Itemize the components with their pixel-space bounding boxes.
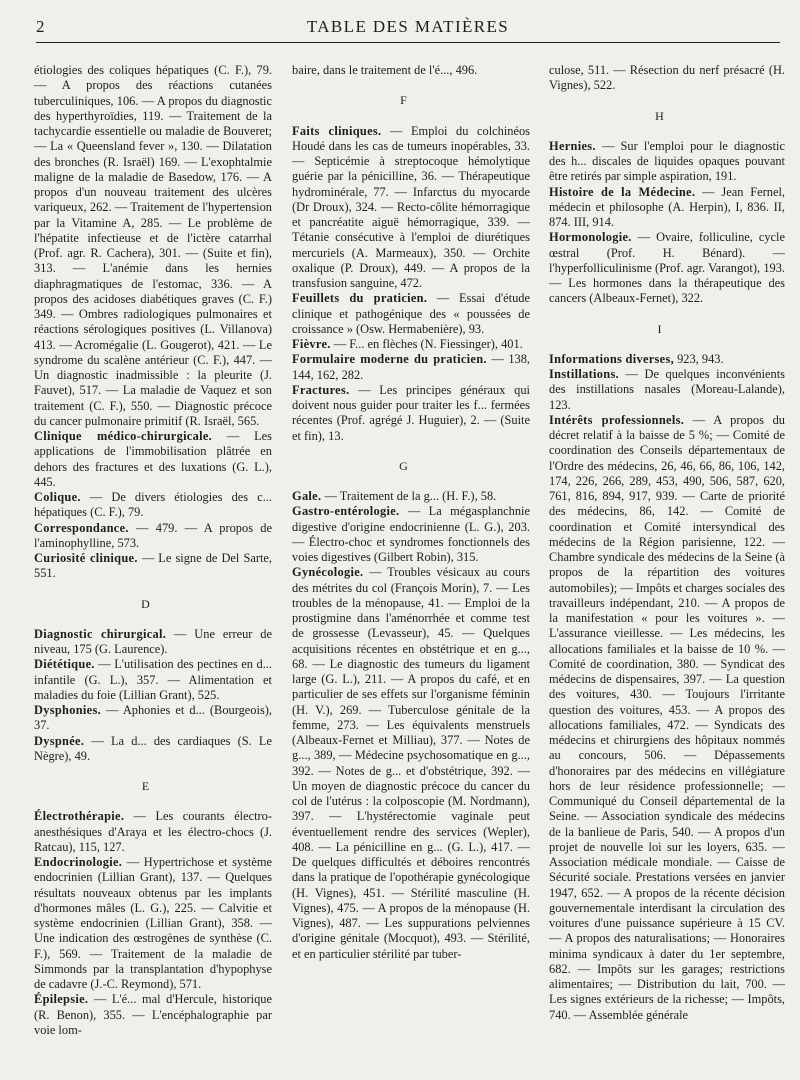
entry-text: — Jean Fernel, médecin et philosophe (A. Herpin), I, 836. II, 874. III, 914.: [549, 184, 785, 229]
index-entry: [20, 490, 272, 521]
entry-heading: Diététique.: [34, 657, 95, 672]
entry-heading: Formulaire moderne du praticien.: [292, 352, 487, 367]
entry-text: — Une erreur de niveau, 175 (G. Laurence).: [34, 626, 272, 656]
index-entry: [278, 565, 530, 962]
continued-entry-text: baire, dans le traitement de l'é..., 496.: [292, 63, 478, 77]
entry-heading: Intérêts professionnels.: [549, 412, 685, 427]
page-header: [36, 14, 780, 40]
entry-text: — Hypertrichose et système endocrinien (Lillian Grant), 137. — Quelques résultats nouveaux obtenus par les implants d'hormones mâles (L. G.), 225. — Calvitie et système endocrinien (Lillian Grant), 358. — Une indication des œstrogènes de synthèse (C. F.), 569. — Traitement de la maladie de Simmonds par la transplantation d'hypophyse de cadavre (J.-C. Reymond), 571.: [34, 855, 272, 991]
index-entry: [20, 627, 272, 658]
index-entry: [278, 124, 530, 292]
entry-heading: Gastro-entérologie.: [292, 504, 400, 519]
page-number: 2: [36, 17, 45, 36]
entry-text: — 479. — A propos de l'aminophylline, 573.: [34, 520, 272, 550]
entry-text: — L'é... mal d'Hercule, historique (R. Benon), 355. — L'encéphalographie par voie lom-: [34, 992, 272, 1037]
entry-heading: Fièvre.: [292, 337, 331, 351]
section-letter-e: E: [141, 779, 151, 793]
entry-text: — A propos du décret relatif à la baisse de 5 %; — Comité de coordination des Conseils départementaux de l'Ordre des médecins, 26, 46, 66, 86, 106, 142, 174, 226, 266, 289, 453, 490, 506, 587, 620, 761, 816, 894, 917, 939. — Carte de priorité des médecins, 86, 142. — Comité de coordination et Comité intersyndical des médecins de la Région parisienne, 122. — Chambre syndicale des médecins de la Seine (à propos de la répartition des voitures automobiles); — Impôts et charges sociales des travailleurs indépendant, 210. — A propos de la manifestation « pour les voitures ». — L'assurance vieillesse. — Les médecins, les allocations familiales et la baisse de 10 %. — Comité de coordination, 380. — Syndicat des médecins de dispensaires, 397. — La question des voitures, 430. — Toujours l'irritante question des voitures, 453. — A propos des allocations familiales, 472. — Syndicats des médecins et chirurgiens des hôpitaux nommés au concours, 506. — Dépassements d'honoraires par des médecins en villégiature hors de leur résidence professionnelle; — Communiqué du Conseil départemental de la Seine. — Association syndicale des médecins de la banlieue de Paris, 540. — A propos d'un projet de nouvelle loi sur les loyers, 635. — Association médicale mondiale. — Caisse de Sécurité sociale. Prestations versées en janvier 1947, 652. — A propos de la récente décision gouvernementale interdisant la circulation des voitures d'une puissance supérieure à 15 CV. — A propos des naturalisations; — Honoraires minima syndicaux à dater du 1er septembre, 682. — Impôts sur les garages; restrictions alimentaires; — Distribution du lait, 700. — Les signes extérieurs de la richesse; — Impôts, 740. — Assemblée générale: [549, 412, 785, 1022]
index-entry: [20, 551, 272, 582]
index-entry: [20, 809, 272, 855]
index-entry: [278, 337, 530, 352]
index-entry: [535, 352, 785, 367]
entry-heading: Gale.: [292, 489, 322, 503]
entry-heading: Curiosité clinique.: [34, 551, 138, 565]
index-entry: [20, 521, 272, 552]
entry-heading: Histoire de la Médecine.: [549, 184, 696, 199]
entry-heading: Épilepsie.: [34, 992, 89, 1007]
entry-heading: Gynécologie.: [292, 565, 364, 580]
entry-heading: Hormonologie.: [549, 230, 632, 245]
index-entry: [535, 413, 785, 1023]
section-letter-i: I: [657, 321, 663, 336]
index-entry: [20, 429, 272, 490]
entry-text: — Les courants électro-anesthésiques d'Araya et les électro-chocs (J. Ratcau), 115, 127.: [34, 809, 272, 854]
index-entry: [20, 703, 272, 734]
entry-heading: Diagnostic chirurgical.: [34, 626, 167, 641]
index-entry: [535, 230, 785, 306]
section-letter-d: D: [141, 596, 151, 611]
entry-text: — L'utilisation des pectines en d... infantile (G. L.), 357. — Alimentation et maladies du foie (Lillian Grant), 525.: [34, 657, 272, 702]
section-letter-f: F: [400, 93, 408, 108]
entry-heading: Hernies.: [549, 138, 596, 153]
entry-heading: Dyspnée.: [34, 733, 85, 748]
entry-heading: Informations diverses,: [549, 351, 674, 366]
entry-heading: Dysphonies.: [34, 703, 101, 717]
index-entry: [535, 185, 785, 231]
index-entry: [20, 992, 272, 1038]
entry-heading: Faits cliniques.: [292, 123, 382, 138]
entry-text: — Troubles vésicaux au cours des métrites du col (François Morin), 7. — Les troubles de la ménopause, 41. — Emploi de la prostigmine dans l'aménorrhée et comme test de grossesse (Levasseur), 45. — Quelques acquisitions récentes en obstétrique et en g..., 68. — Le diagnostic des tumeurs du ligament large (G. L.), 211. — A propos du café, et en particulier de ses effets sur l'organisme féminin (H. V.), 269. — Tuberculose génitale de la femme, 273. — Les équivalents menstruels (Albeaux-Fernet et Milliau), 377. — Notes de g..., 389, — Médecine psychosomatique en g..., 392. — Notes de g... et d'obstétrique, 392. — Un moyen de diagnostic précoce du cancer du col de l'utérus : la colposcopie (M. Nordmann), 397. — L'hystérectomie vaginale peut éventuellement rendre des services (Wepler), 408. — La pénicilline en g... (G. L.), 417. — De quelques difficultés et déboires rencontrés dans la pratique de l'opothérapie gynécologique (H. Vignes), 451. — Stérilité masculine (H. Vignes), 475. — A propos de la ménopause (H. Vignes), 487. — Les suppurations pelviennes d'origine génitale (Mocquot), 493. — Stérilité, et en particulier stérilité par tuber-: [292, 565, 530, 961]
entry-text: — De divers étiologies des c... hépatiques (C. F.), 79.: [34, 490, 272, 520]
entry-heading: Feuillets du praticien.: [292, 291, 428, 306]
entry-text: — Sur l'emploi pour le diagnostic des h... discales de liquides opaques pouvant être retirés par simple aspiration, 191.: [549, 138, 785, 184]
index-entry: [535, 367, 785, 413]
entry-text: — La mégasplanchnie digestive d'origine endocrinienne (L. G.), 203. — Électro-choc et syndromes fonctionnels des voies digestives (Gilbert Robin), 315.: [292, 504, 530, 564]
entry-text: — Aphonies et d... (Bourgeois), 37.: [34, 703, 272, 733]
column-1: [20, 63, 272, 1073]
index-entry: [278, 383, 530, 444]
entry-heading: Instillations.: [549, 367, 619, 381]
entry-heading: Correspondance.: [34, 520, 129, 535]
index-entry: [278, 489, 530, 504]
entry-heading: Colique.: [34, 490, 81, 504]
entry-heading: Clinique médico-chirurgicale.: [34, 429, 213, 443]
column-3: [535, 63, 785, 1073]
entry-text: — Le signe de Del Sarte, 551.: [34, 551, 272, 581]
section-letter-g: G: [399, 458, 409, 473]
entry-text: — La d... des cardiaques (S. Le Nègre), 49.: [34, 733, 272, 763]
entry-text: — De quelques inconvénients des instillations nasales (Moreau-Lalande), 123.: [549, 367, 785, 412]
continued-entry-text: culose, 511. — Résection du nerf présacré (H. Vignes), 522.: [549, 63, 785, 93]
entry-heading: Endocrinologie.: [34, 855, 123, 869]
index-entry: [278, 291, 530, 337]
entry-text: — Traitement de la g... (H. F.), 58.: [321, 489, 497, 503]
section-letter-h: H: [655, 108, 665, 123]
index-entry: [20, 734, 272, 765]
index-entry: [278, 504, 530, 565]
column-2: [278, 63, 530, 1073]
index-entry: [20, 855, 272, 992]
entry-text: — Emploi du colchinéos Houdé dans les cas de tumeurs inopérables, 33. — Septicémie à streptocoque hémolytique guérie par la pénicilline, 36. — Thérapeutique hydrominérale, 77. — Infarctus du myocarde (Dr Droux), 324. — Recto-côlite hémorragique et pancréatite aiguë hémorragique, 339. — Tétanie consécutive à l'emploi de diurétiques mercuriels (A. Marmeaux), 350. — Orchite oxalique (P. Droux), 449. — A propos de la transfusion sanguine, 472.: [292, 123, 530, 290]
entry-text: — Ovaire, folliculine, cycle œstral (Prof. H. Bénard). — l'hyperfolliculinisme (Prof. agr. Varangot), 193. — Les hormones dans la thérapeutique des cancers (Albeaux-Fernet), 322.: [549, 230, 785, 306]
entry-text: — Les applications de l'immobilisation plâtrée en dehors des fractures et des luxations (G. L.), 445.: [34, 429, 272, 489]
index-entry: [278, 352, 530, 383]
continued-entry-text: étiologies des coliques hépatiques (C. F.), 79. — A propos des réactions cutanées tuberculiniques, 106. — A propos du diagnostic des hyperthyroïdies, 119. — Traitement de la tachycardie essentielle ou maladie de Bouveret; — La « Queensland fever », 130. — Dilatation des bronches (R. Israël) 169. — L'exophtalmie maligne de la maladie de Basedow, 176. — A propos d'un nouveau traitement des ulcères variqueux, 262. — Traitement de l'hypertension par la Vitamine A, 285. — Le problème de l'hépatite infectieuse et de l'ictère catarrhal (Prof. agr. R. Cachera), 301. — (Suite et fin), 313. — L'anémie dans les hernies diaphragmatiques de l'estomac, 336. — A propos des acidoses diabétiques graves (C. F.) 349. — Ombres radiologiques pulmonaires et réactions sérologiques positives (L. Villanova) 413. — Acromégalie (L. Gougerot), 421. — Le syndrome du scalène antérieur (C. F.), 447. — Un diagnostic inadmissible : la pleurite (J. Fauvet), 517. — La maladie de Vaquez et son traitement (C. F.), 550. — Diagnostic précoce du cancer pulmonaire primitif (R. Israël, 565.: [34, 63, 272, 428]
entry-text: — 138, 144, 162, 282.: [292, 352, 530, 382]
entry-text: — Les principes généraux qui doivent nous guider pour traiter les f... fermées récentes (Prof. agrégé J. Huguier), 2. — (Suite et fin), 13.: [292, 382, 530, 443]
entry-heading: Fractures.: [292, 382, 350, 397]
entry-text: 923, 943.: [674, 351, 724, 366]
running-title: TABLE DES MATIÈRES: [306, 17, 510, 36]
index-entry: [535, 139, 785, 185]
entry-text: — Essai d'étude clinique et pathogénique des « poussées de croissance » (Osw. Hermabenière), 93.: [292, 291, 530, 336]
entry-heading: Électrothérapie.: [34, 809, 125, 824]
header-rule: [36, 42, 780, 43]
entry-text: — F... en flèches (N. Fiessinger), 401.: [330, 337, 523, 351]
index-entry: [20, 657, 272, 703]
